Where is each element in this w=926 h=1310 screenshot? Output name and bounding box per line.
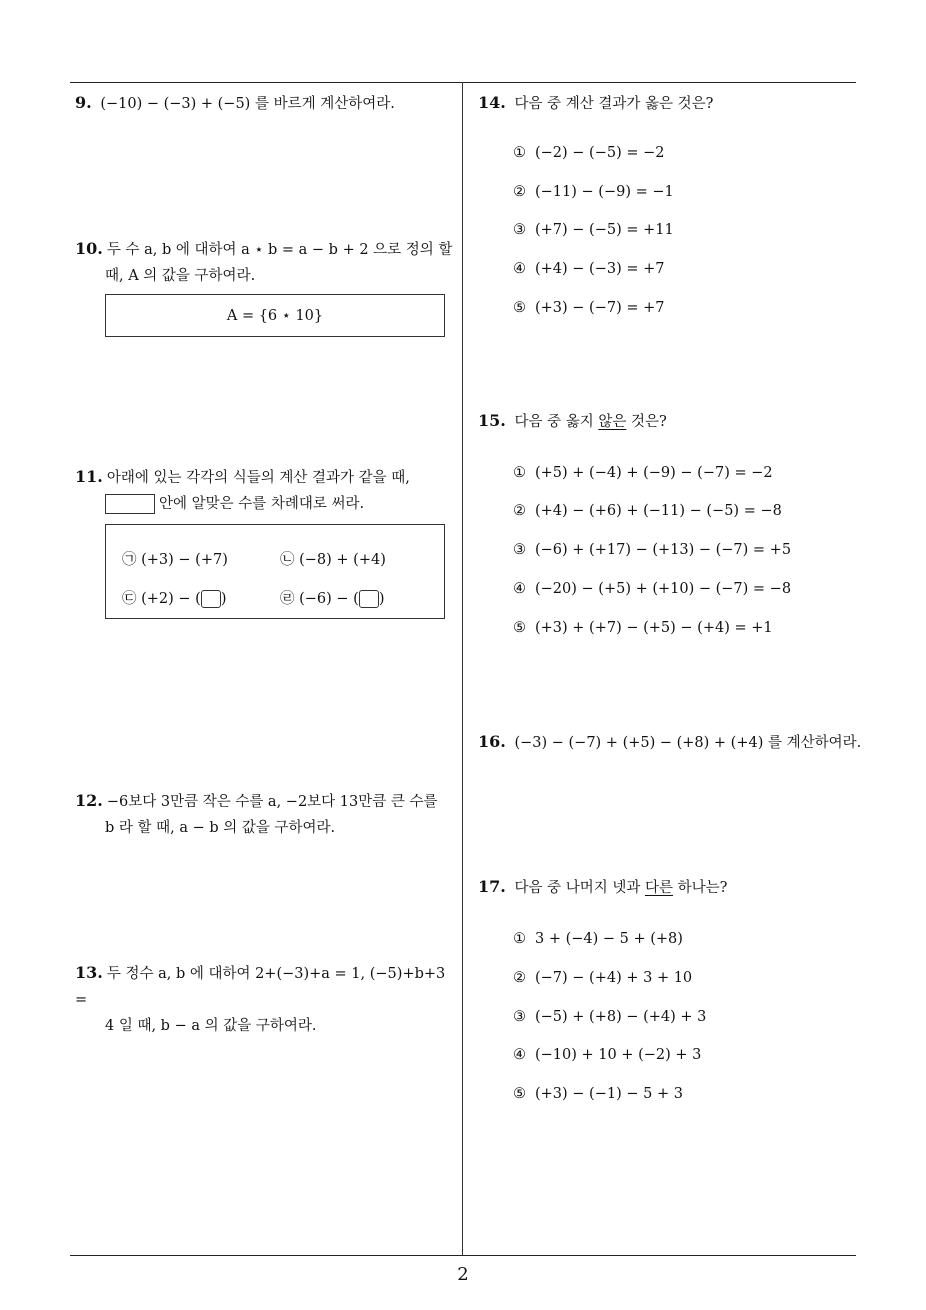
question-text-underlined: 않은 — [598, 414, 627, 430]
choice-text: (+7) − (−5) = +11 — [535, 222, 674, 238]
question-text: 다음 중 계산 결과가 옳은 것은? — [514, 96, 714, 112]
question-17 — [478, 874, 727, 901]
item-mark: ㉣ — [280, 591, 295, 607]
choice-mark: ① — [513, 465, 526, 481]
question-number: 17. — [478, 877, 506, 896]
choice-text: (−20) − (+5) + (+10) − (−7) = −8 — [535, 581, 792, 597]
question-text-line1: 아래에 있는 각각의 식들의 계산 결과가 같을 때, — [106, 470, 410, 486]
question-9 — [75, 90, 395, 117]
choice-mark: ② — [513, 503, 526, 519]
question-text-line2 — [75, 491, 460, 517]
choice-mark: ⑤ — [513, 300, 526, 316]
choice-mark: ② — [513, 184, 526, 200]
question-number: 11. — [75, 467, 103, 486]
choice-5 — [513, 1083, 683, 1105]
choice-3 — [513, 539, 791, 561]
item-expr: (+3) − (+7) — [141, 552, 228, 568]
question-text-pre: 다음 중 옳지 — [514, 414, 599, 430]
item-expr-pre: (+2) − ( — [141, 591, 201, 607]
question-text-line1: −6보다 3만큼 작은 수를 a, −2보다 13만큼 큰 수를 — [106, 794, 438, 810]
question-11 — [75, 464, 460, 517]
header-rule — [70, 82, 856, 83]
choice-mark: ① — [513, 931, 526, 947]
choice-mark: ④ — [513, 581, 526, 597]
item-expr-post: ) — [220, 591, 227, 607]
choice-text: (−10) + 10 + (−2) + 3 — [535, 1047, 702, 1063]
item-expr-post: ) — [378, 591, 385, 607]
answer-blank-box — [105, 494, 155, 514]
choice-5 — [513, 297, 665, 319]
choice-text: (+3) + (+7) − (+5) − (+4) = +1 — [535, 620, 773, 636]
footer-rule — [70, 1255, 856, 1256]
choice-mark: ① — [513, 145, 526, 161]
choice-1 — [513, 462, 773, 484]
question-10 — [75, 236, 460, 289]
question-number: 12. — [75, 791, 103, 810]
question-text-line2: 때, A 의 값을 구하여라. — [105, 268, 256, 284]
choice-4 — [513, 258, 665, 280]
choice-1 — [513, 142, 665, 164]
choice-text: (+5) + (−4) + (−9) − (−7) = −2 — [535, 465, 773, 481]
choice-mark: ④ — [513, 261, 526, 277]
choice-text: (+3) − (−7) = +7 — [535, 300, 665, 316]
expression-item — [122, 549, 228, 571]
choice-text: 3 + (−4) − 5 + (+8) — [535, 931, 683, 947]
choice-text: (+4) − (+6) + (−11) − (−5) = −8 — [535, 503, 782, 519]
question-14 — [478, 90, 713, 117]
choice-5 — [513, 617, 773, 639]
question-number: 15. — [478, 411, 506, 430]
question-number: 16. — [478, 732, 506, 751]
question-number: 9. — [75, 93, 92, 112]
item-mark: ㉠ — [122, 552, 137, 568]
choice-2 — [513, 500, 782, 522]
question-text: (−3) − (−7) + (+5) − (+8) + (+4) 를 계산하여라. — [514, 735, 862, 751]
item-expr: (−8) + (+4) — [299, 552, 386, 568]
choice-mark: ⑤ — [513, 620, 526, 636]
choice-2 — [513, 181, 674, 203]
question-number: 14. — [478, 93, 506, 112]
choice-text: (+4) − (−3) = +7 — [535, 261, 665, 277]
question-text-pre: 다음 중 나머지 넷과 — [514, 880, 645, 896]
question-number: 13. — [75, 963, 103, 982]
question-text: (−10) − (−3) + (−5) 를 바르게 계산하여라. — [100, 96, 395, 112]
column-divider — [462, 82, 463, 1256]
choice-text: (−7) − (+4) + 3 + 10 — [535, 970, 693, 986]
item-mark: ㉢ — [122, 591, 137, 607]
item-mark: ㉡ — [280, 552, 295, 568]
question-text-line1: 두 정수 a, b 에 대하여 2+(−3)+a = 1, (−5)+b+3 = — [75, 966, 446, 1008]
page-number: 2 — [457, 1264, 469, 1285]
choice-4 — [513, 1044, 701, 1066]
choice-text: (−11) − (−9) = −1 — [535, 184, 674, 200]
choice-mark: ② — [513, 970, 526, 986]
question-13 — [75, 960, 460, 1039]
item-expr-pre: (−6) − ( — [299, 591, 359, 607]
choice-mark: ③ — [513, 222, 526, 238]
question-text-post: 하나는? — [672, 880, 728, 896]
small-blank-box — [359, 590, 379, 608]
small-blank-box — [201, 590, 221, 608]
expression-item — [280, 549, 386, 571]
question-text-line2: b 라 할 때, a − b 의 값을 구하여라. — [105, 820, 336, 836]
question-15 — [478, 408, 667, 435]
question-text-line2-text: 안에 알맞은 수를 차례대로 써라. — [159, 496, 365, 512]
choice-text: (+3) − (−1) − 5 + 3 — [535, 1086, 683, 1102]
choice-2 — [513, 967, 692, 989]
choice-mark: ⑤ — [513, 1086, 526, 1102]
expression-item — [122, 588, 227, 610]
definition-box — [105, 294, 445, 337]
question-12 — [75, 788, 460, 841]
definition-text: A = {6 ⋆ 10} — [226, 307, 324, 324]
choice-1 — [513, 928, 683, 950]
question-number: 10. — [75, 239, 103, 258]
choice-text: (−6) + (+17) − (+13) − (−7) = +5 — [535, 542, 792, 558]
question-text-underlined: 다른 — [644, 880, 673, 896]
choice-3 — [513, 219, 674, 241]
choice-mark: ④ — [513, 1047, 526, 1063]
question-text-post: 것은? — [626, 414, 667, 430]
question-16 — [478, 729, 861, 756]
choice-text: (−2) − (−5) = −2 — [535, 145, 665, 161]
question-text-line2: 4 일 때, b − a 의 값을 구하여라. — [105, 1018, 317, 1034]
choice-text: (−5) + (+8) − (+4) + 3 — [535, 1009, 707, 1025]
choice-mark: ③ — [513, 542, 526, 558]
question-text-line1: 두 수 a, b 에 대하여 a ⋆ b = a − b + 2 으로 정의 할 — [106, 242, 453, 258]
choice-3 — [513, 1006, 706, 1028]
choice-mark: ③ — [513, 1009, 526, 1025]
choice-4 — [513, 578, 791, 600]
expression-item — [280, 588, 385, 610]
